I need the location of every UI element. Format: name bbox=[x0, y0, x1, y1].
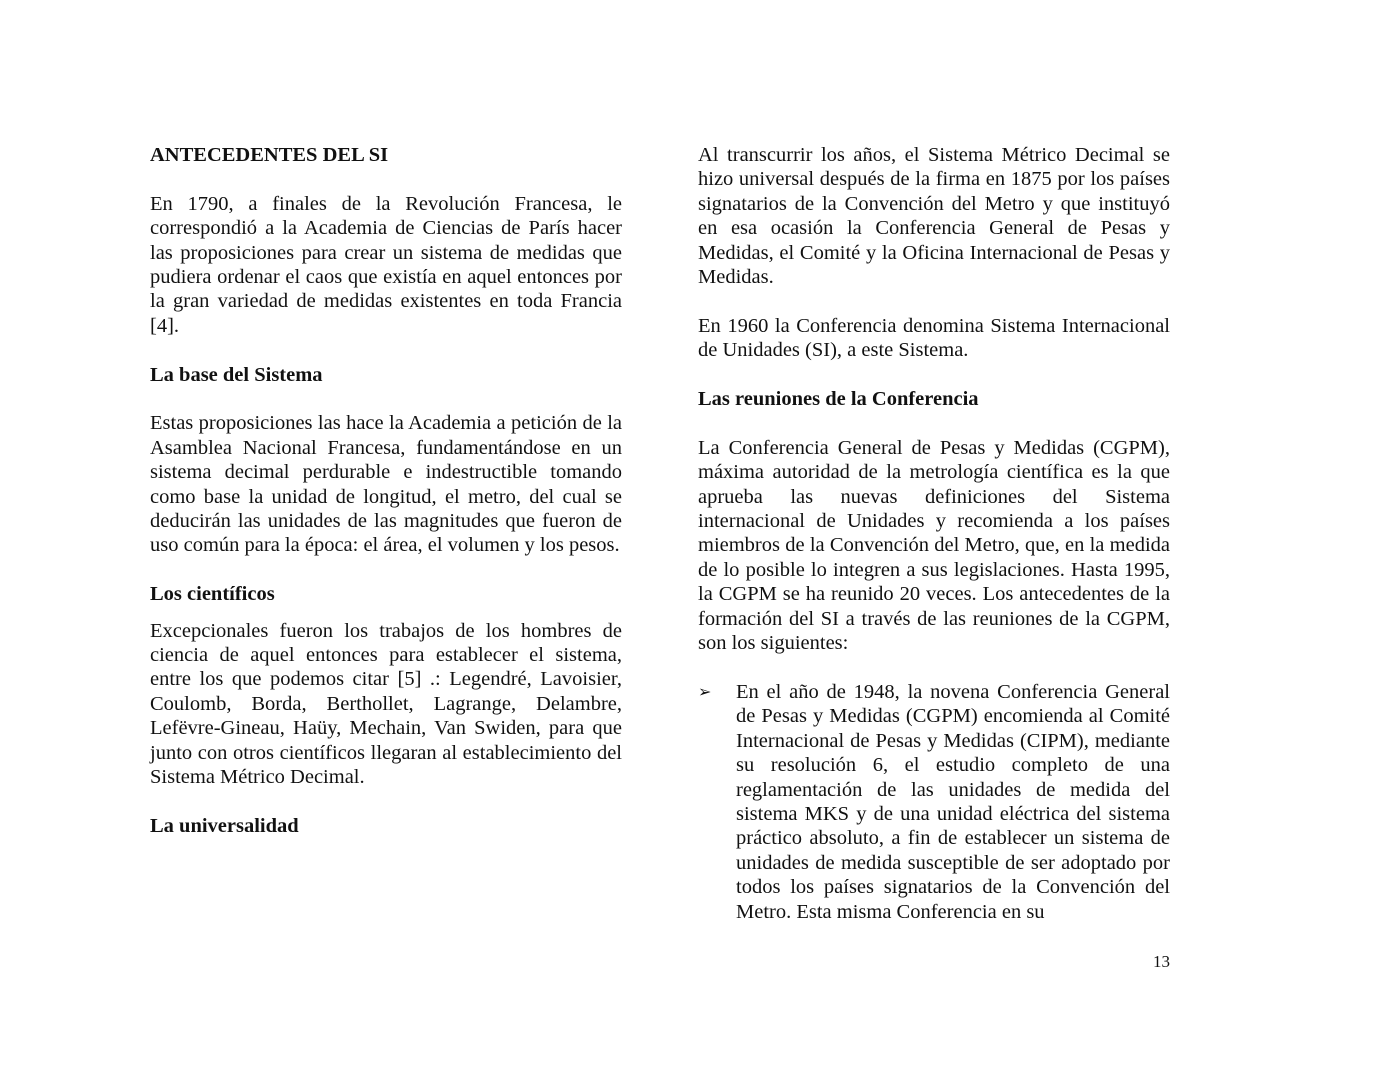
page-number: 13 bbox=[1153, 952, 1170, 971]
paragraph-1960: En 1960 la Conferencia denomina Sistema Internacional de Unidades (SI), a este Sistema. bbox=[698, 314, 1170, 362]
paragraph-cgpm: La Conferencia General de Pesas y Medidas (CGPM), máxima autoridad de la metrología científica es la que aprueba las nuevas definiciones del Sistema internacional de Unidades y recomienda a los países miembros de la Convención del Metro, que, en la medida de lo posible lo integren a sus legislaciones. Hasta 1995, la CGPM se ha reunido 20 veces. Los antecedentes de la formación del SI a través de las reuniones de la CGPM, son los siguientes: bbox=[698, 436, 1170, 655]
heading-antecedentes: ANTECEDENTES DEL SI bbox=[150, 144, 389, 166]
paragraph-los-cientificos: Excepcionales fueron los trabajos de los hombres de ciencia de aquel entonces para establecer el sistema, entre los que podemos citar [5] .: Legendré, Lavoisier, Coulomb, Borda, Berthollet, Lagrange, Delambre, Lefëvre-Gineau, Haüy, Mechain, Van Swiden, para que junto con otros científicos llegaran al establecimiento del Sistema Métrico Decimal. bbox=[150, 619, 622, 789]
paragraph-1790: En 1790, a finales de la Revolución Francesa, le correspondió a la Academia de Ciencias de París hacer las proposiciones para crear un sistema de medidas que pudiera ordenar el caos que existía en aquel entonces por la gran variedad de medidas existentes en toda Francia [4]. bbox=[150, 192, 622, 337]
arrowhead-bullet-icon: ➢ bbox=[698, 681, 712, 701]
left-column bbox=[150, 143, 622, 838]
heading-las-reuniones: Las reuniones de la Conferencia bbox=[698, 388, 979, 411]
bullet-text-1948: En el año de 1948, la novena Conferencia General de Pesas y Medidas (CGPM) encomienda al Comité Internacional de Pesas y Medidas (CIPM), mediante su resolución 6, el estudio completo de una reglamentación de las unidades de medida del sistema MKS y de una unidad eléctrica del sistema práctico absoluto, a fin de establecer un sistema de unidades de medida susceptible de ser adoptado por todos los países signatarios de la Convención del Metro. Esta misma Conferencia en su bbox=[736, 680, 1170, 923]
bullet-item-1948 bbox=[698, 680, 1170, 924]
heading-los-cientificos: Los científicos bbox=[150, 583, 275, 606]
paragraph-transcurrir: Al transcurrir los años, el Sistema Métrico Decimal se hizo universal después de la firma en 1875 por los países signatarios de la Convención del Metro y que instituyó en esa ocasión la Conferencia General de Pesas y Medidas, el Comité y la Oficina Internacional de Pesas y Medidas. bbox=[698, 144, 1170, 289]
heading-la-universalidad: La universalidad bbox=[150, 814, 299, 837]
right-column bbox=[698, 143, 1170, 924]
paragraph-base-del-sistema: Estas proposiciones las hace la Academia a petición de la Asamblea Nacional Francesa, fundamentándose en un sistema decimal perdurable e indestructible tomando como base la unidad de longitud, el metro, del cual se deducirán las unidades de las magnitudes que fueron de uso común para la época: el área, el volumen y los pesos. bbox=[150, 412, 622, 557]
heading-base-del-sistema: La base del Sistema bbox=[150, 363, 323, 386]
